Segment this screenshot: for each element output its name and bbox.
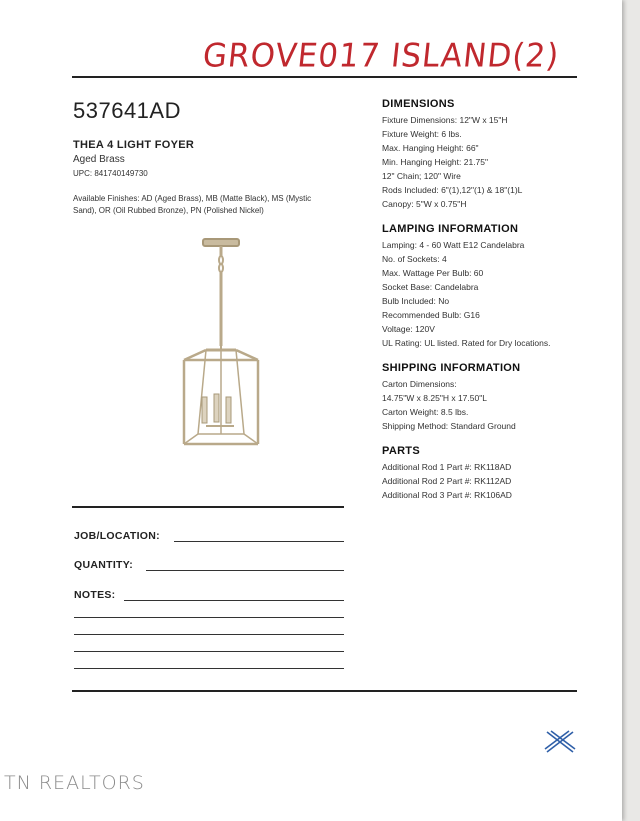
bottom-rule — [72, 690, 577, 692]
spec-line: Additional Rod 2 Part #: RK112AD — [382, 476, 512, 486]
dimensions-section — [382, 98, 602, 211]
notes-label: NOTES: — [74, 589, 116, 601]
brand-x-logo-icon — [543, 729, 577, 755]
job-location-field[interactable] — [174, 541, 344, 542]
dimensions-heading: DIMENSIONS — [382, 98, 455, 110]
spec-line: Socket Base: Candelabra — [382, 282, 479, 292]
product-finish: Aged Brass — [73, 154, 125, 165]
spec-line: Min. Hanging Height: 21.75" — [382, 157, 489, 167]
notes-line[interactable] — [74, 651, 344, 652]
spec-line: Carton Dimensions: — [382, 379, 457, 389]
pendant-lantern-icon — [176, 234, 266, 456]
product-upc: UPC: 841740149730 — [73, 169, 148, 178]
spec-line: Carton Weight: 8.5 lbs. — [382, 407, 469, 417]
form-top-rule — [72, 506, 344, 508]
available-finishes: Available Finishes: AD (Aged Brass), MB (Matte Black), MS (Mystic Sand), OR (Oil Rubbed Bronze), PN (Polished Nickel) — [73, 194, 312, 215]
lamping-heading: LAMPING INFORMATION — [382, 223, 519, 235]
spec-line: Max. Wattage Per Bulb: 60 — [382, 268, 484, 278]
parts-section — [382, 445, 602, 502]
spec-line: Additional Rod 1 Part #: RK118AD — [382, 462, 512, 472]
top-rule — [72, 76, 577, 78]
spec-line: No. of Sockets: 4 — [382, 254, 447, 264]
notes-line[interactable] — [74, 668, 344, 669]
spec-line: Fixture Weight: 6 lbs. — [382, 129, 462, 139]
product-name: THEA 4 LIGHT FOYER — [73, 139, 195, 151]
job-location-label: JOB/LOCATION: — [74, 530, 160, 542]
lamping-section — [382, 223, 602, 350]
quantity-label: QUANTITY: — [74, 559, 134, 571]
product-sku: 537641AD — [73, 98, 181, 123]
spec-line: Rods Included: 6"(1),12"(1) & 18"(1)L — [382, 185, 523, 195]
spec-line: Recommended Bulb: G16 — [382, 310, 480, 320]
spec-line: Shipping Method: Standard Ground — [382, 421, 516, 431]
spec-line: Additional Rod 3 Part #: RK106AD — [382, 490, 512, 500]
watermark-text: TN REALTORS — [4, 772, 145, 794]
shipping-heading: SHIPPING INFORMATION — [382, 362, 521, 374]
shipping-section — [382, 362, 602, 433]
spec-line: UL Rating: UL listed. Rated for Dry locations. — [382, 338, 551, 348]
spec-line: 12" Chain; 120" Wire — [382, 171, 461, 181]
notes-line[interactable] — [74, 634, 344, 635]
spec-line: Canopy: 5"W x 0.75"H — [382, 199, 467, 209]
spec-line: Voltage: 120V — [382, 324, 435, 334]
parts-heading: PARTS — [382, 445, 420, 457]
quantity-field[interactable] — [146, 570, 344, 571]
notes-line[interactable] — [74, 617, 344, 618]
handwritten-title: GROVE017 ISLAND(2) — [201, 37, 562, 75]
specs-column — [382, 98, 602, 514]
spec-line: Lamping: 4 - 60 Watt E12 Candelabra — [382, 240, 525, 250]
notes-field[interactable] — [124, 600, 344, 601]
spec-line: 14.75"W x 8.25"H x 17.50"L — [382, 393, 487, 403]
spec-line: Fixture Dimensions: 12"W x 15"H — [382, 115, 508, 125]
spec-line: Max. Hanging Height: 66" — [382, 143, 479, 153]
spec-line: Bulb Included: No — [382, 296, 450, 306]
